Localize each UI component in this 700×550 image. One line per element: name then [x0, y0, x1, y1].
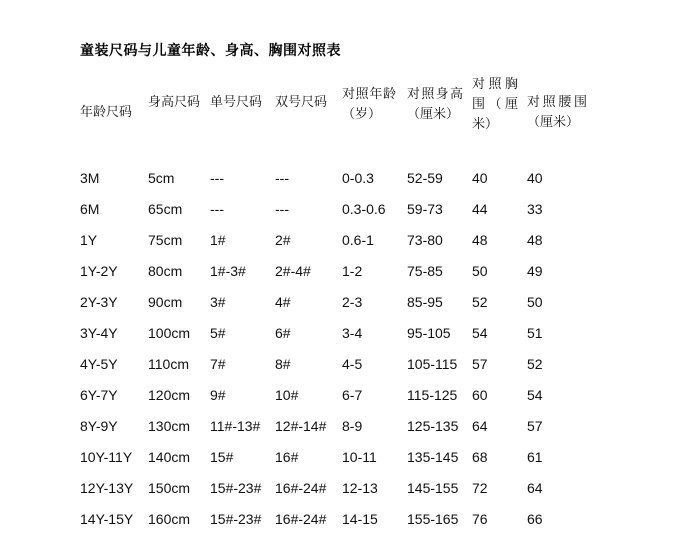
double-size-cell: ---: [275, 170, 289, 186]
age-size-cell: 3M: [80, 170, 100, 186]
ref-age-cell: 0.3-0.6: [342, 201, 386, 217]
ref-waist-cell: 57: [527, 418, 543, 434]
double-size-cell: 16#: [275, 449, 299, 465]
table-row: [0, 445, 700, 469]
height-size-cell: 75cm: [148, 232, 183, 248]
age-size-cell: 8Y-9Y: [80, 418, 118, 434]
height-size-cell: 100cm: [148, 325, 191, 341]
height-size-cell: 90cm: [148, 294, 183, 310]
ref-waist-cell: 64: [527, 480, 543, 496]
ref-chest-cell: 44: [472, 201, 488, 217]
height-size-cell: 65cm: [148, 201, 183, 217]
age-size-cell: 1Y: [80, 232, 98, 248]
single-size-cell: 11#-13#: [210, 418, 261, 434]
table-row: [0, 197, 700, 221]
header-single-size: 单号尺码: [210, 95, 263, 110]
ref-age-cell: 2-3: [342, 294, 363, 310]
single-size-cell: 1#: [210, 232, 226, 248]
table-row: [0, 259, 700, 283]
age-size-cell: 4Y-5Y: [80, 356, 118, 372]
single-size-cell: ---: [210, 170, 224, 186]
double-size-cell: ---: [275, 201, 289, 217]
double-size-cell: 12#-14#: [275, 418, 327, 434]
header-age-size: 年龄尺码: [80, 105, 133, 120]
ref-age-cell: 10-11: [342, 449, 377, 465]
table-row: [0, 321, 700, 345]
height-size-cell: 130cm: [148, 418, 191, 434]
ref-age-cell: 14-15: [342, 511, 378, 527]
header-ref-chest: 对照胸围（厘米）: [472, 77, 518, 132]
height-size-cell: 140cm: [148, 449, 191, 465]
ref-height-cell: 52-59: [407, 170, 443, 186]
ref-height-cell: 115-125: [407, 387, 458, 403]
ref-height-cell: 85-95: [407, 294, 443, 310]
table-row: [0, 352, 700, 376]
ref-chest-cell: 64: [472, 418, 488, 434]
ref-age-cell: 4-5: [342, 356, 363, 372]
ref-age-cell: 8-9: [342, 418, 363, 434]
document-title: 童装尺码与儿童年龄、身高、胸围对照表: [80, 43, 341, 59]
double-size-cell: 16#-24#: [275, 511, 327, 527]
height-size-cell: 120cm: [148, 387, 191, 403]
ref-chest-cell: 57: [472, 356, 488, 372]
single-size-cell: 5#: [210, 325, 226, 341]
double-size-cell: 8#: [275, 356, 291, 372]
table-row: [0, 476, 700, 500]
ref-height-cell: 105-115: [407, 356, 458, 372]
double-size-cell: 2#: [275, 232, 291, 248]
header-height-size: 身高尺码: [148, 95, 201, 110]
table-row: [0, 290, 700, 314]
single-size-cell: 1#-3#: [210, 263, 246, 279]
ref-height-cell: 125-135: [407, 418, 459, 434]
ref-waist-cell: 50: [527, 294, 543, 310]
ref-height-cell: 73-80: [407, 232, 443, 248]
age-size-cell: 3Y-4Y: [80, 325, 118, 341]
age-size-cell: 2Y-3Y: [80, 294, 118, 310]
height-size-cell: 150cm: [148, 480, 191, 496]
double-size-cell: 10#: [275, 387, 299, 403]
table-row: [0, 166, 700, 190]
ref-waist-cell: 52: [527, 356, 543, 372]
ref-height-cell: 95-105: [407, 325, 451, 341]
table-row: [0, 228, 700, 252]
ref-height-cell: 135-145: [407, 449, 459, 465]
ref-waist-cell: 48: [527, 232, 543, 248]
ref-waist-cell: 49: [527, 263, 543, 279]
single-size-cell: 15#: [210, 449, 234, 465]
age-size-cell: 1Y-2Y: [80, 263, 118, 279]
ref-chest-cell: 76: [472, 511, 488, 527]
height-size-cell: 5cm: [148, 170, 175, 186]
ref-chest-cell: 72: [472, 480, 488, 496]
ref-chest-cell: 60: [472, 387, 488, 403]
height-size-cell: 110cm: [148, 356, 189, 372]
header-double-size: 双号尺码: [275, 95, 328, 110]
ref-age-cell: 3-4: [342, 325, 363, 341]
ref-waist-cell: 33: [527, 201, 543, 217]
ref-age-cell: 12-13: [342, 480, 378, 496]
header-ref-height: 对照身高（厘米）: [407, 87, 463, 122]
ref-age-cell: 0.6-1: [342, 232, 374, 248]
ref-height-cell: 155-165: [407, 511, 459, 527]
ref-waist-cell: 61: [527, 449, 543, 465]
double-size-cell: 2#-4#: [275, 263, 311, 279]
ref-chest-cell: 40: [472, 170, 488, 186]
single-size-cell: 9#: [210, 387, 226, 403]
double-size-cell: 6#: [275, 325, 291, 341]
age-size-cell: 6M: [80, 201, 100, 217]
table-row: [0, 383, 700, 407]
ref-chest-cell: 48: [472, 232, 488, 248]
single-size-cell: 15#-23#: [210, 511, 262, 527]
ref-waist-cell: 40: [527, 170, 543, 186]
ref-chest-cell: 54: [472, 325, 488, 341]
height-size-cell: 160cm: [148, 511, 191, 527]
double-size-cell: 4#: [275, 294, 291, 310]
ref-age-cell: 1-2: [342, 263, 363, 279]
single-size-cell: 15#-23#: [210, 480, 262, 496]
ref-waist-cell: 54: [527, 387, 543, 403]
single-size-cell: 3#: [210, 294, 226, 310]
ref-age-cell: 0-0.3: [342, 170, 374, 186]
ref-height-cell: 145-155: [407, 480, 459, 496]
header-ref-age: 对照年龄（岁）: [342, 87, 396, 122]
table-row: [0, 414, 700, 438]
height-size-cell: 80cm: [148, 263, 183, 279]
age-size-cell: 12Y-13Y: [80, 480, 134, 496]
table-row: [0, 507, 700, 531]
ref-height-cell: 59-73: [407, 201, 443, 217]
ref-height-cell: 75-85: [407, 263, 443, 279]
single-size-cell: ---: [210, 201, 224, 217]
header-ref-waist: 对照腰围（厘米）: [527, 95, 587, 130]
ref-waist-cell: 66: [527, 511, 543, 527]
ref-age-cell: 6-7: [342, 387, 363, 403]
ref-chest-cell: 68: [472, 449, 488, 465]
ref-chest-cell: 50: [472, 263, 488, 279]
age-size-cell: 6Y-7Y: [80, 387, 118, 403]
ref-waist-cell: 51: [527, 325, 543, 341]
age-size-cell: 14Y-15Y: [80, 511, 134, 527]
double-size-cell: 16#-24#: [275, 480, 327, 496]
single-size-cell: 7#: [210, 356, 226, 372]
age-size-cell: 10Y-11Y: [80, 449, 133, 465]
ref-chest-cell: 52: [472, 294, 488, 310]
